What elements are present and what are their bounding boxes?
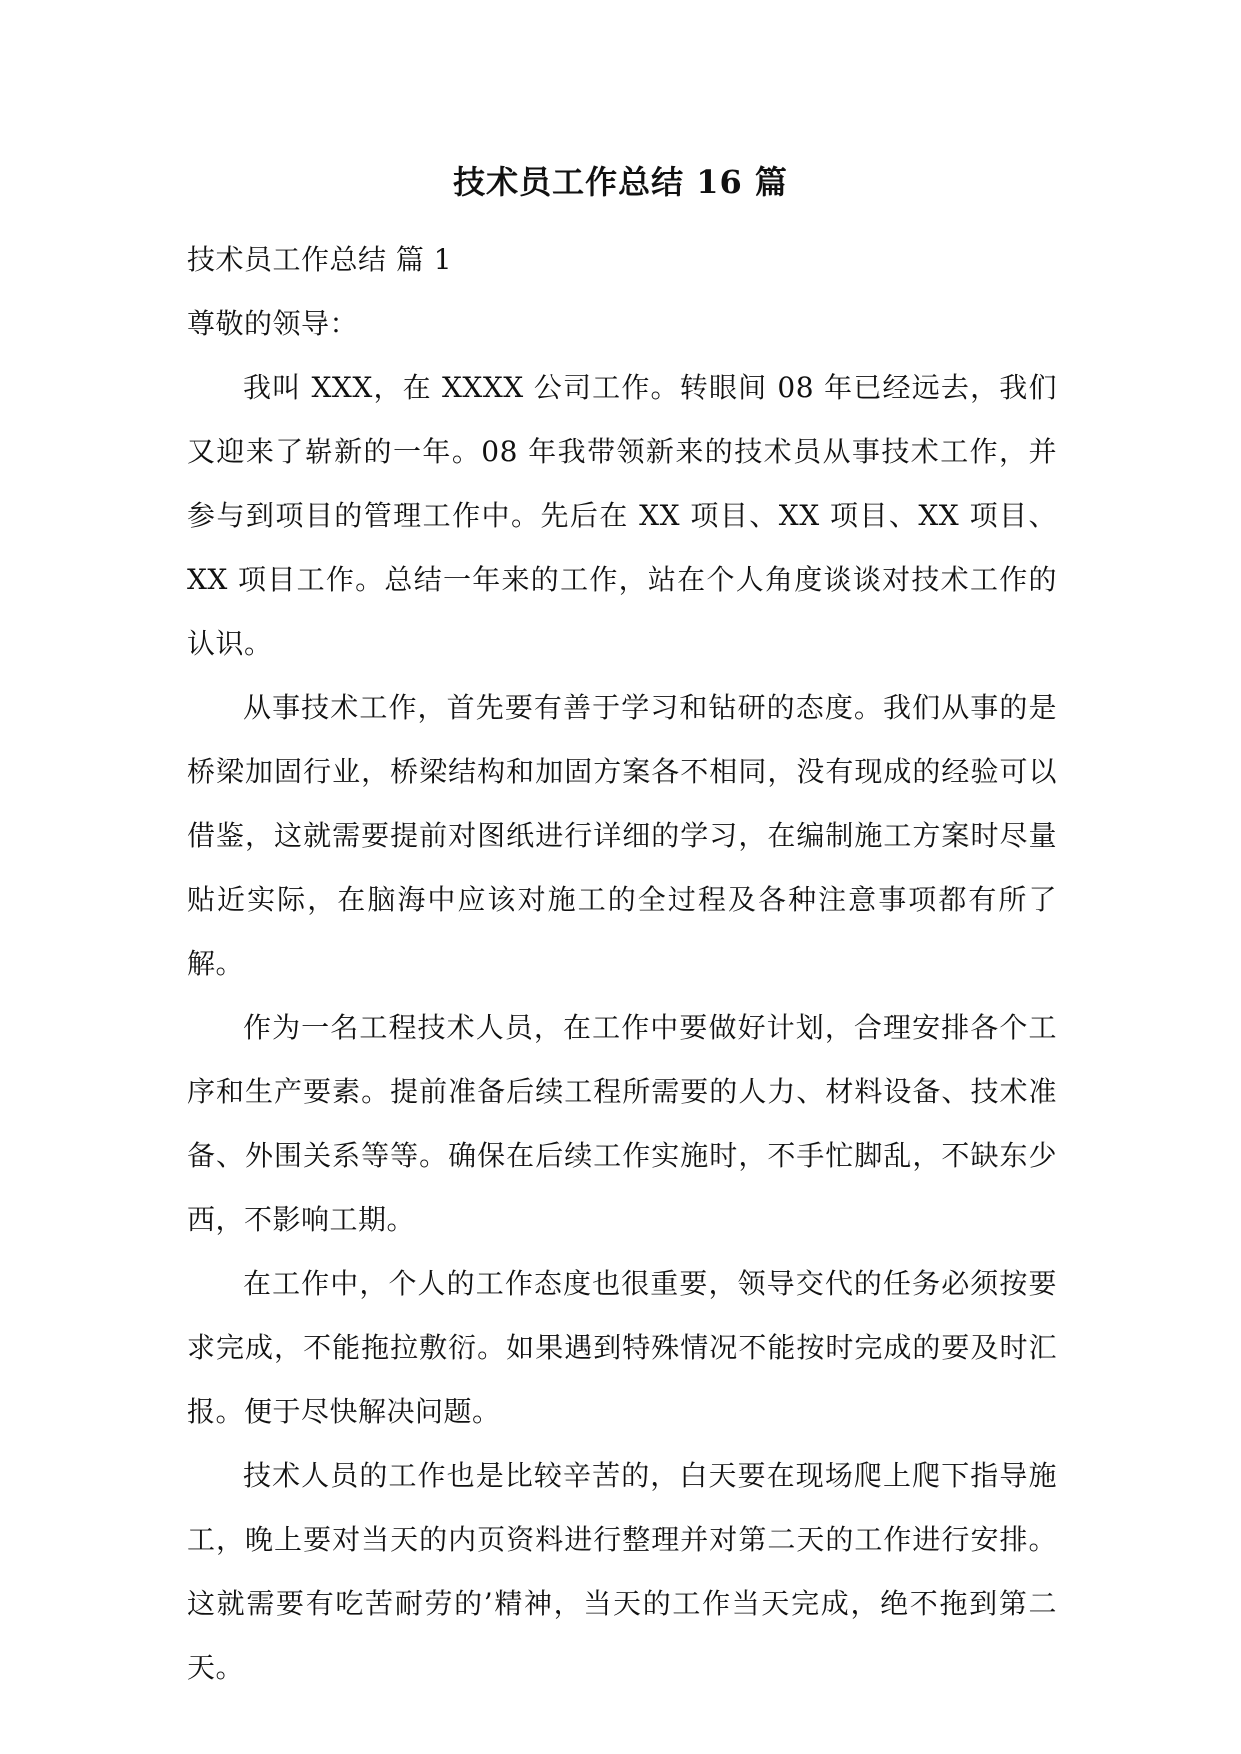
paragraph-hard-work: 技术人员的工作也是比较辛苦的，白天要在现场爬上爬下指导施工，晚上要对当天的内页资料进行整理并对第二天的工作进行安排。这就需要有吃苦耐劳的’精神，当天的工作当天完成，绝不拖到第二天。 [187,1459,1057,1684]
paragraph-intro: 我叫 XXX，在 XXXX 公司工作。转眼间 08 年已经远去，我们又迎来了崭新的一年。08 年我带领新来的技术员从事技术工作，并参与到项目的管理工作中。先后在 XX 项目、XX 项目、XX 项目、XX 项目工作。总结一年来的工作，站在个人角度谈谈对技术工作的认识。 [187,371,1057,660]
document-title: 技术员工作总结 16 篇 [453,163,788,201]
section-heading: 技术员工作总结 篇 1 [187,243,453,276]
paragraph-work-attitude: 在工作中，个人的工作态度也很重要，领导交代的任务必须按要求完成，不能拖拉敷衍。如果遇到特殊情况不能按时完成的要及时汇报。便于尽快解决问题。 [187,1267,1057,1428]
paragraph-planning: 作为一名工程技术人员，在工作中要做好计划，合理安排各个工序和生产要素。提前准备后续工程所需要的人力、材料设备、技术准备、外围关系等等。确保在后续工作实施时，不手忙脚乱，不缺东少西，不影响工期。 [187,1011,1057,1236]
document-body [187,228,1057,1700]
paragraph-learning-attitude: 从事技术工作，首先要有善于学习和钻研的态度。我们从事的是桥梁加固行业，桥梁结构和加固方案各不相同，没有现成的经验可以借鉴，这就需要提前对图纸进行详细的学习，在编制施工方案时尽量贴近实际，在脑海中应该对施工的全过程及各种注意事项都有所了解。 [187,691,1057,980]
salutation: 尊敬的领导： [187,307,359,340]
